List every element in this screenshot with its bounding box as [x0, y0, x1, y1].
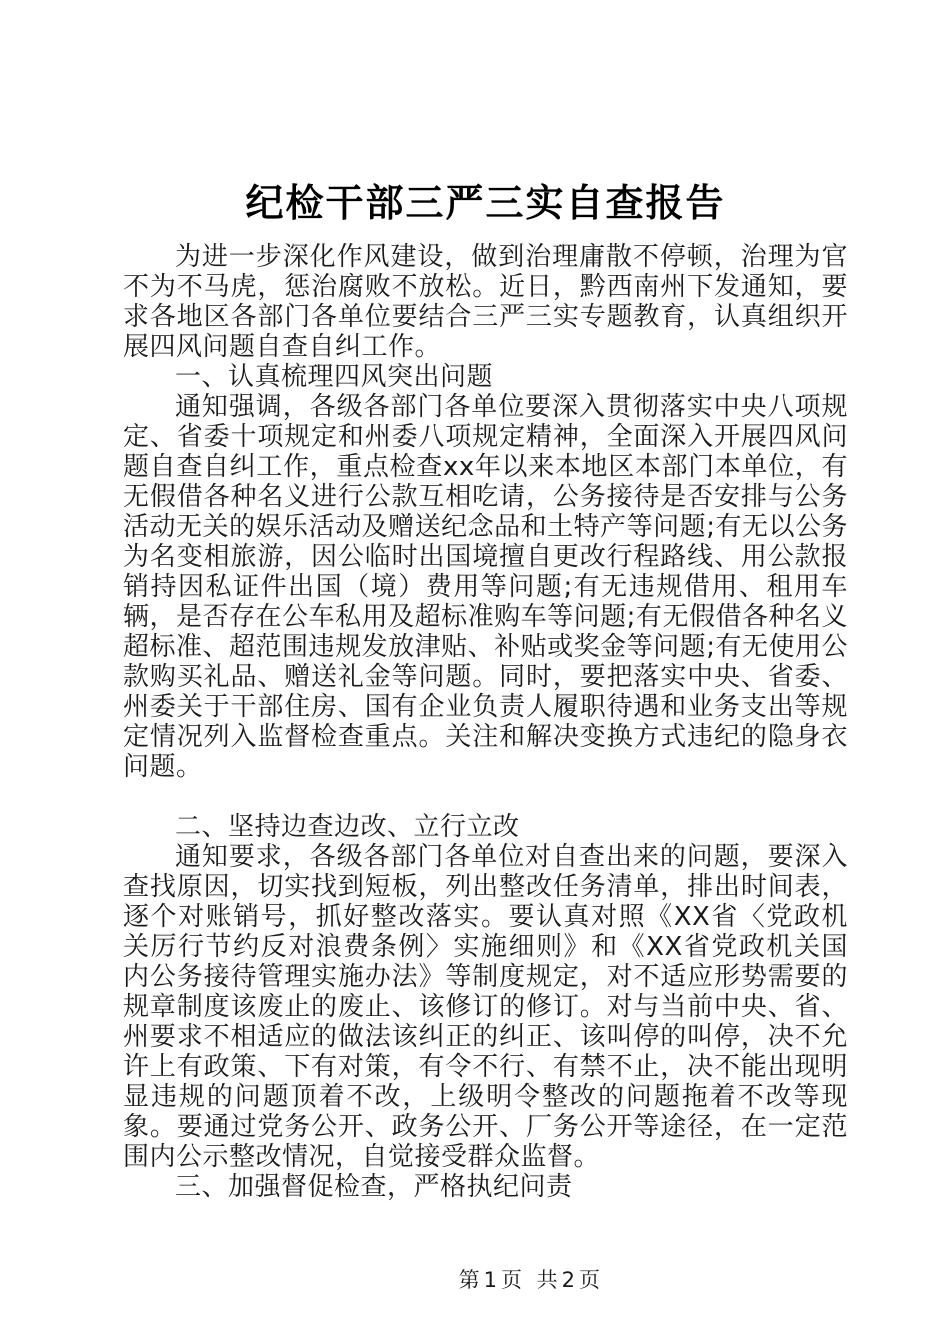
section-heading-3: 三、加强督促检查，严格执纪问责: [175, 1172, 573, 1202]
section-heading-2: 二、坚持边查边改、立行立改: [175, 812, 520, 842]
blank-line: [123, 782, 848, 812]
section-heading-1: 一、认真梳理四风突出问题: [175, 362, 494, 392]
paragraph-intro: 为进一步深化作风建设，做到治理庸散不停顿，治理为官不为不马虎，惩治腐败不放松。近日，黔西南州下发通知，要求各地区各部门各单位要结合三严三实专题教育，认真组织开展四风问题自查自纠工作。: [123, 242, 848, 362]
page-number: 第1页 共2页: [458, 1268, 605, 1292]
page-footer: [0, 1240, 950, 1318]
paragraph-section-1: 通知强调，各级各部门各单位要深入贯彻落实中央八项规定、省委十项规定和州委八项规定精神，全面深入开展四风问题自查自纠工作，重点检查xx年以来本地区本部门本单位，有无假借各种名义进行公款互相吃请，公务接待是否安排与公务活动无关的娱乐活动及赠送纪念品和土特产等问题;有无以公务为名变相旅游，因公临时出国境擅自更改行程路线、用公款报销持因私证件出国（境）费用等问题;有无违规借用、租用车辆，是否存在公车私用及超标准购车等问题;有无假借各种名义超标准、超范围违规发放津贴、补贴或奖金等问题;有无使用公款购买礼品、赠送礼金等问题。同时，要把落实中央、省委、州委关于干部住房、国有企业负责人履职待遇和业务支出等规定情况列入监督检查重点。关注和解决变换方式违纪的隐身衣问题。: [123, 392, 848, 782]
document-title: 纪检干部三严三实自查报告: [245, 180, 726, 225]
paragraph-section-2: 通知要求，各级各部门各单位对自查出来的问题，要深入查找原因，切实找到短板，列出整改任务清单，排出时间表，逐个对账销号，抓好整改落实。要认真对照《XX省〈党政机关厉行节约反对浪费条例〉实施细则》和《XX省党政机关国内公务接待管理实施办法》等制度规定，对不适应形势需要的规章制度该废止的废止、该修订的修订。对与当前中央、省、州要求不相适应的做法该纠正的纠正、该叫停的叫停，决不允许上有政策、下有对策，有令不行、有禁不止，决不能出现明显违规的问题顶着不改，上级明令整改的问题拖着不改等现象。要通过党务公开、政务公开、厂务公开等途径，在一定范围内公示整改情况，自觉接受群众监督。: [123, 842, 848, 1172]
